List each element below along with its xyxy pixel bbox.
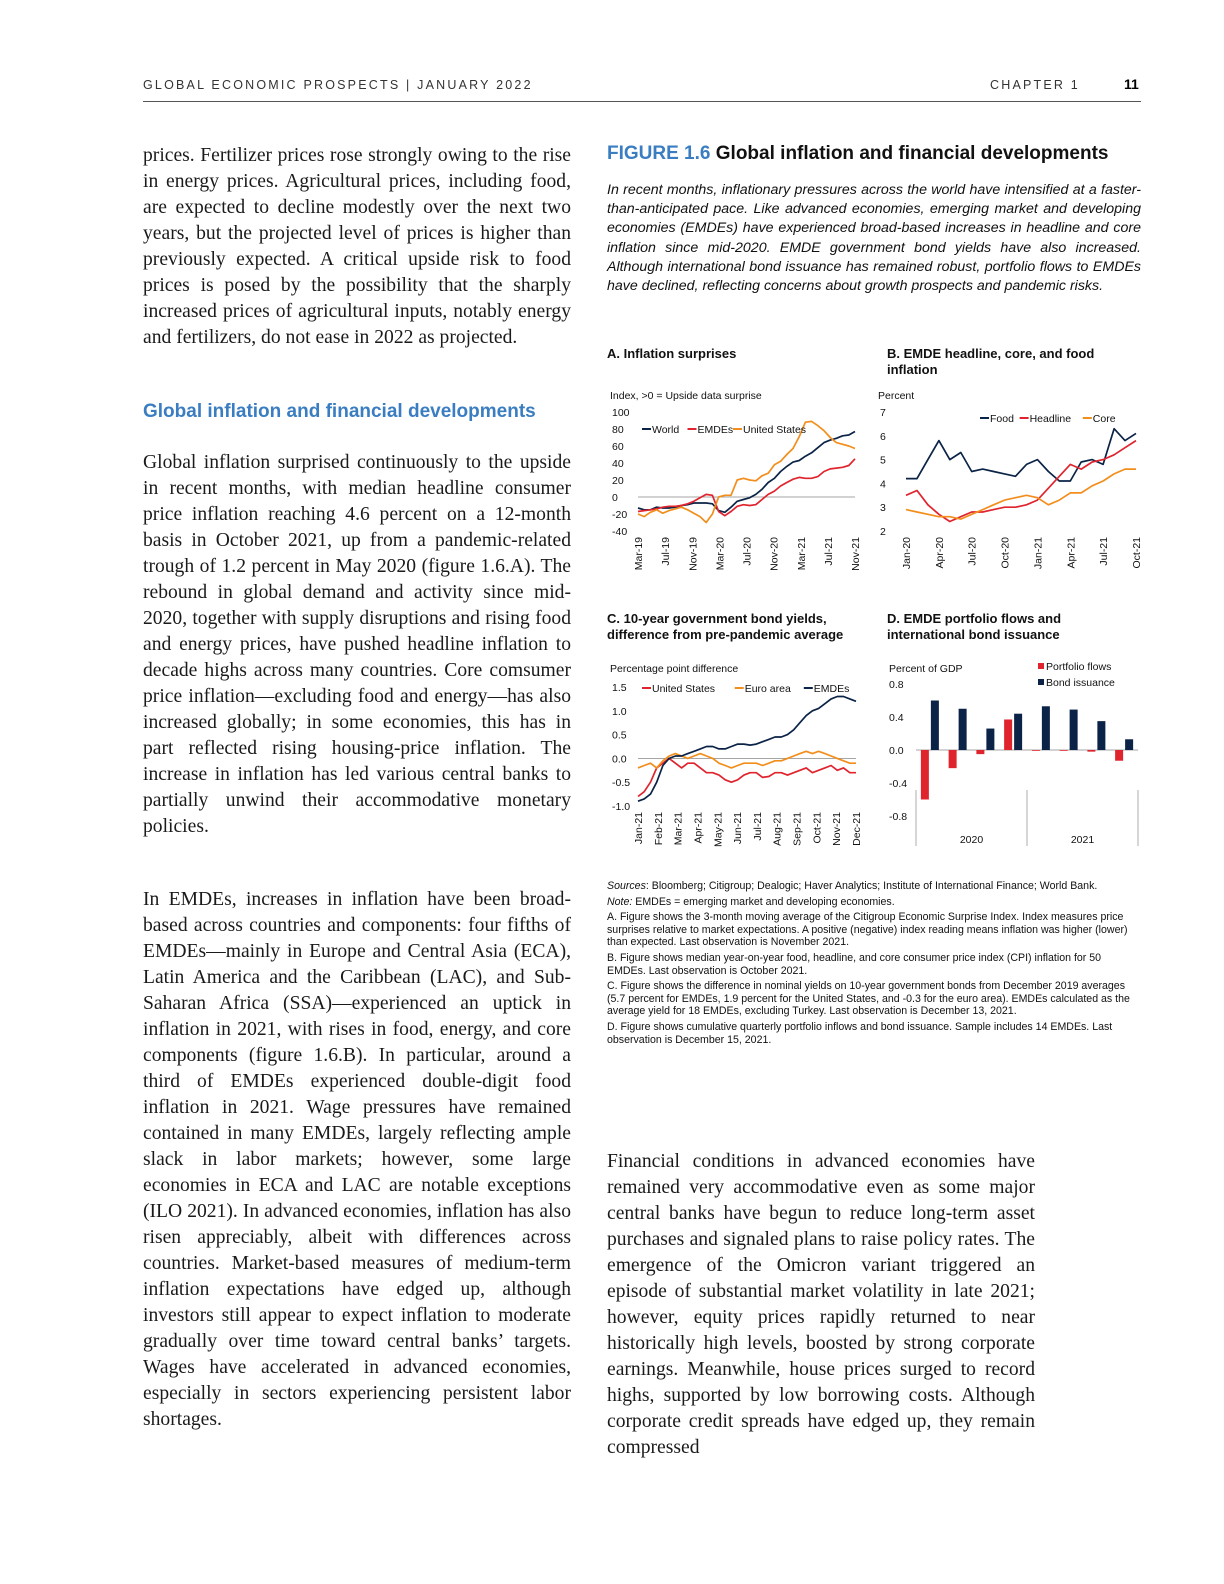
y-tick-label: 0 [612,492,618,504]
y-tick-label: -1.0 [612,801,631,813]
x-tick-label: Apr-21 [1065,537,1078,569]
x-tick-label: Jul-19 [660,537,673,566]
y-tick-label: 0.4 [889,712,904,724]
y-axis-label: Percent [878,390,915,402]
legend-label: United States [743,424,807,436]
note-line [607,896,1141,909]
y-tick-label: 1.0 [612,705,627,718]
x-tick-label: Mar-19 [633,537,645,571]
x-tick-label: Jul-21 [1098,537,1111,566]
y-tick-label: 60 [612,441,624,453]
note-d: D. Figure shows cumulative quarterly portfolio inflows and bond issuance. Sample includes 14 EMDEs. Last observation is December 15, 2021. [607,1020,1113,1046]
y-tick-label: -0.5 [612,777,631,790]
panel-a-title: A. Inflation surprises [607,346,737,361]
series-line-food [906,429,1136,481]
x-tick-label: Nov-21 [831,812,844,846]
figure-title [607,143,1167,165]
figure-title-text: Global inflation and financial developments [715,143,1109,164]
x-tick-label: Oct-21 [811,812,824,844]
x-tick-label: Jan-21 [633,812,645,845]
y-tick-label: 2 [880,526,886,538]
y-tick-label: -0.4 [889,778,908,790]
y-tick-label: 80 [612,424,624,436]
x-tick-label: Jan-20 [901,537,913,570]
body-paragraph: Global inflation surprised continuously to the upside in recent months, with median headline consumer price inflation reaching 4.6 percent on a 12-month basis in October 2021, up from a pandemic-related trough of 1.2 percent in May 2020 (figure 1.6.A). The rebound in global demand and activity since mid-2020, together with supply disruptions and rising food and energy prices, have pushed headline inflation to decade highs across many countries. Core comsumer price inflation—excluding food and energy—has also increased globally; in some economies, this has in part reflected rising housing-price inflation. The increase in inflation has led various central banks to partially unwind their accommodative monetary policies. [143,452,571,837]
body-paragraph: In EMDEs, increases in inflation have been broad-based across countries and components: four fifths of EMDEs—mainly in Europe and Central Asia (ECA), Latin America and the Caribbean (LAC), and Sub-Saharan Africa (SSA)—experienced an uptick in inflation in 2021, with rises in food, energy, and core components (figure 1.6.B). In particular, around a third of EMDEs experienced double-digit food inflation in 2021. Wage pressures have remained contained in many EMDEs, largely reflecting ample slack in labor markets; however, some large economies in ECA and LAC are notable exceptions (ILO 2021). In advanced economies, inflation has also risen appreciably, albeit with differences across countries. Market-based measures of medium-term inflation expectations have edged up, although investors still appear to expect inflation to moderate gradually over time toward central banks’ targets. Wages have accelerated in advanced economies, especially in sectors experiencing persistent labor shortages. [143,889,571,1430]
y-tick-label: 0.8 [889,679,904,691]
legend-label: Portfolio flows [1046,661,1112,673]
series-line-core [906,469,1136,519]
x-tick-label: Oct-21 [1131,537,1143,569]
bond-bar [1097,721,1105,750]
bond-bar [959,709,967,750]
x-tick-label: Nov-21 [850,537,862,571]
y-tick-label: 5 [880,454,886,467]
bond-bar [931,701,939,751]
legend-label: Bond issuance [1046,677,1115,689]
y-tick-label: 6 [880,430,886,443]
legend-label: EMDEs [813,683,850,695]
note-a: A. Figure shows the 3-month moving average of the Citigroup Economic Surprise Index. Index measures price surprises relative to market expectations. A positive (negative) index reading means inflation was higher (lower) than expected. Last observation is November 2021. [607,911,1128,949]
page-number: 11 [1124,76,1139,92]
figure-sources [607,880,1141,1049]
group-label: 2020 [959,834,984,846]
legend-label: Euro area [744,683,791,695]
x-tick-label: Nov-20 [768,537,781,571]
group-label: 2021 [1070,834,1095,846]
y-tick-label: 1.5 [612,682,627,694]
chart-panel-b [880,385,1145,585]
x-tick-label: Aug-21 [771,812,784,846]
x-tick-label: Mar-21 [795,537,808,571]
panel-c-title: C. 10-year government bond yields, difference from pre-pandemic average [607,611,844,642]
panel-d-title: D. EMDE portfolio flows and international bond issuance [887,611,1062,642]
running-header: GLOBAL ECONOMIC PROSPECTS | JANUARY 2022 [143,78,533,92]
x-tick-label: Jan-21 [1032,537,1045,570]
chart-panel-d [880,658,1145,858]
note-label: Note: [607,895,633,908]
y-tick-label: 0.0 [889,745,904,757]
portfolio-bar [1115,750,1123,761]
x-tick-label: Feb-21 [652,812,665,846]
note-c: C. Figure shows the difference in nominal yields on 10-year government bonds from December 2019 averages (5.7 percent for EMDEs, 1.9 percent for the United States, and -0.3 for the euro area). EMDEs calculated as the average yield for 18 EMDEs, excluding Turkey. Last observation is December 13, 2021. [607,980,1130,1018]
x-tick-label: Jul-20 [741,537,754,566]
figure-number: FIGURE 1.6 [607,143,711,164]
legend-label: United States [652,683,716,695]
x-tick-label: Nov-19 [687,537,700,571]
bond-bar [1042,706,1050,750]
y-tick-label: 4 [880,478,886,491]
x-tick-label: Mar-20 [714,537,727,571]
y-axis-label: Index, >0 = Upside data surprise [610,390,762,402]
portfolio-bar [1087,750,1095,752]
x-tick-label: Apr-21 [692,812,705,844]
x-tick-label: Jul-20 [966,537,979,566]
y-tick-label: -0.8 [889,811,908,823]
figure-caption: In recent months, inflationary pressures across the world have intensified at a faster-than-anticipated pace. Like advanced economies, emerging market and developing economies (EMDEs) have experienced broad-based increases in headline and core inflation since mid-2020. EMDE government bond yields have also increased. Although international bond issuance has remained robust, portfolio flows to EMDEs have declined, reflecting concerns about growth prospects and pandemic risks. [607,182,1141,295]
note-text: EMDEs = emerging market and developing economies. [632,895,895,908]
y-tick-label: 7 [880,407,886,419]
series-line-united-states [638,758,856,796]
y-tick-label: 100 [612,407,630,419]
body-paragraph: Financial conditions in advanced economies have remained very accommodative even as some major central banks have begun to reduce long-term asset purchases and signaled plans to raise policy rates. The emergence of the Omicron variant triggered an episode of substantial market volatility in late 2021; however, equity prices rapidly returned to near historically high levels, boosted by strong corporate earnings. Meanwhile, house prices surged to record highs, supported by low borrowing costs. Although corporate credit spreads have edged up, they remain compressed [607,1151,1035,1458]
legend-label: EMDEs [697,424,734,436]
sources-line [607,880,1141,893]
portfolio-bar [976,750,984,754]
chapter-label: CHAPTER 1 [990,78,1080,92]
legend-label: Core [1092,413,1116,425]
section-heading: Global inflation and financial developments [143,401,536,422]
y-tick-label: 0.0 [612,753,627,766]
portfolio-bar [921,750,929,800]
y-axis-label: Percent of GDP [889,663,963,675]
portfolio-bar [1060,750,1068,751]
bond-bar [986,729,994,750]
y-tick-label: -40 [612,526,628,538]
y-tick-label: -20 [612,509,628,521]
y-tick-label: 0.5 [612,729,627,742]
y-axis-label: Percentage point difference [610,663,739,675]
note-b: B. Figure shows median year-on-year food, headline, and core consumer price index (CPI) inflation for 50 EMDEs. Last observation is October 2021. [607,951,1102,977]
x-tick-label: Mar-21 [672,812,685,846]
body-paragraph: prices. Fertilizer prices rose strongly owing to the rise in energy prices. Agricultural prices, including food, are expected to decline modestly over the next two years, but the projected level of prices is higher than previously expected. A critical upside risk to food prices is posed by the possibility that the sharply increased prices of agricultural inputs, notably energy and fertilizers, do not ease in 2022 as projected. [143,145,571,348]
x-tick-label: Jun-21 [732,812,745,845]
x-tick-label: Oct-20 [999,537,1012,569]
bond-bar [1125,739,1133,750]
chart-panel-c [600,658,870,858]
chart-panel-a [600,385,870,585]
panel-b-title: B. EMDE headline, core, and food inflation [887,346,1095,377]
portfolio-bar [1032,750,1040,751]
header-rule [143,101,1141,102]
x-tick-label: Apr-20 [933,537,946,569]
y-tick-label: 40 [612,458,624,470]
x-tick-label: Jul-21 [751,812,764,841]
bond-bar [1070,710,1078,750]
legend-swatch [1038,679,1044,685]
legend-swatch [1038,663,1044,669]
legend-label: World [652,424,680,436]
sources-label: Sources [607,880,646,892]
x-tick-label: May-21 [712,812,725,848]
x-tick-label: Sep-21 [791,812,804,846]
portfolio-bar [949,750,957,768]
sources-text: : Bloomberg; Citigroup; Dealogic; Haver Analytics; Institute of International Finance; World Bank. [645,880,1098,892]
x-tick-label: Jul-21 [822,537,835,566]
series-line-emdes [638,697,856,802]
y-tick-label: 20 [612,475,624,487]
portfolio-bar [1004,719,1012,750]
x-tick-label: Dec-21 [851,812,863,846]
y-tick-label: 3 [880,502,886,515]
legend-label: Food [990,413,1014,425]
legend-label: Headline [1029,413,1072,425]
bond-bar [1014,714,1022,750]
